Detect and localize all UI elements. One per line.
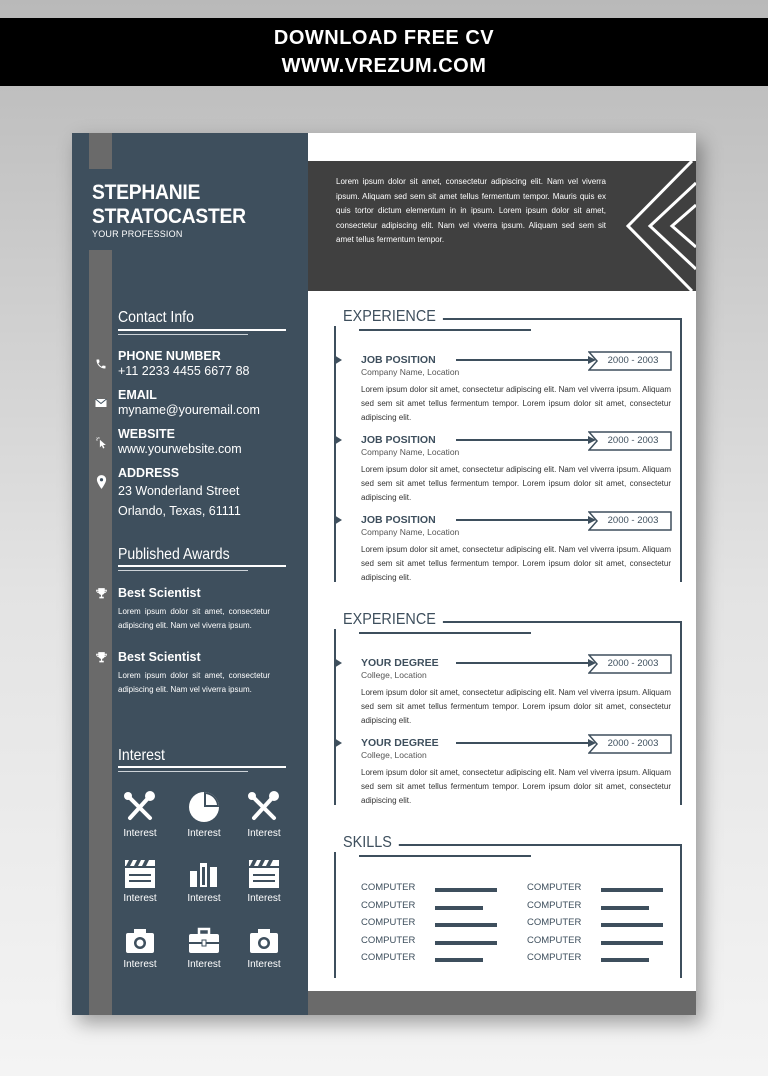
awards-underline-thin [118, 570, 248, 571]
education-heading: EXPERIENCE [334, 611, 443, 629]
timeline-arrow [456, 742, 590, 744]
award-text-2: Lorem ipsum dolor sit amet, consectetur adipiscing elit. Nam vel viverra ipsum. [118, 671, 270, 694]
skill-level-bar [601, 958, 649, 962]
entry-marker-icon [334, 435, 342, 445]
briefcase-icon [187, 927, 221, 955]
camera-icon [124, 927, 156, 955]
sidebar [72, 133, 308, 1015]
resume-page [72, 133, 696, 1015]
timeline-arrow [456, 519, 590, 521]
college-location: College, Location [361, 750, 427, 760]
banner-line-1: DOWNLOAD FREE CV [273, 27, 495, 49]
skill-name: COMPUTER [361, 934, 416, 946]
date-range: 2000 - 2003 [607, 738, 659, 749]
date-range: 2000 - 2003 [607, 355, 659, 366]
skill-name: COMPUTER [361, 882, 416, 893]
location-pin-icon [94, 475, 108, 492]
entry-marker-icon [334, 738, 342, 748]
clapperboard-icon [247, 857, 281, 889]
phone-label: PHONE NUMBER [118, 349, 221, 363]
interest-label: Interest [187, 959, 221, 970]
skill-level-bar [435, 906, 483, 910]
cursor-click-icon [94, 436, 108, 452]
skill-name: COMPUTER [361, 952, 416, 963]
skill-name: COMPUTER [361, 917, 416, 928]
timeline-arrow [456, 359, 590, 361]
interest-label: Interest [247, 893, 281, 904]
skills-section [334, 834, 682, 978]
interest-label: Interest [247, 959, 281, 970]
job-position: JOB POSITION [361, 434, 436, 446]
summary-text: Lorem ipsum dolor sit amet, consectetur adipiscing elit. Nam vel viverra ipsum. Aliquam sed sem sit amet tellus fermentum tempor. Mauris quis ex quis tortor dictum elementum in in ipsum. Lorem ipsum dolor sit amet, consectetur adipiscing elit. Nam vel viverra ipsum. Aliquam sed sem sit amet tellus fermentum tempor. [336, 177, 606, 244]
interest-heading: Interest [118, 747, 165, 764]
contact-heading: Contact Info [118, 309, 194, 326]
interest-label: Interest [123, 828, 157, 839]
date-range: 2000 - 2003 [607, 435, 659, 446]
interest-item-3 [234, 790, 294, 839]
interest-label: Interest [187, 828, 221, 839]
skill-level-bar [601, 923, 663, 927]
timeline-arrow [456, 439, 590, 441]
phone-block [118, 349, 250, 379]
last-name: STRATOCASTER [92, 205, 246, 228]
download-banner [0, 18, 768, 86]
skill-level-bar [435, 923, 497, 927]
interest-label: Interest [123, 959, 157, 970]
experience-heading: EXPERIENCE [334, 308, 443, 326]
job-position: JOB POSITION [361, 354, 436, 366]
skill-name: COMPUTER [527, 899, 582, 911]
date-range: 2000 - 2003 [607, 658, 659, 669]
interest-item-9 [234, 927, 294, 970]
awards-heading: Published Awards [118, 546, 230, 563]
job-description: Lorem ipsum dolor sit amet, consectetur adipiscing elit. Nam vel viverra ipsum. Aliquam sed sem sit amet tellus fermentum tempor. Lorem ipsum dolor sit amet, consectetur adipiscing elit. [361, 545, 671, 582]
award-title-2: Best Scientist [118, 650, 201, 664]
degree-description: Lorem ipsum dolor sit amet, consectetur adipiscing elit. Nam vel viverra ipsum. Aliquam sed sem sit amet tellus fermentum tempor. Lorem ipsum dolor sit amet, consectetur adipiscing elit. [361, 688, 671, 725]
website-block [118, 427, 242, 457]
skill-name: COMPUTER [527, 934, 582, 946]
interest-item-6 [234, 857, 294, 904]
pie-chart-icon [186, 790, 222, 824]
job-description: Lorem ipsum dolor sit amet, consectetur adipiscing elit. Nam vel viverra ipsum. Aliquam sed sem sit amet tellus fermentum tempor. Lorem ipsum dolor sit amet, consectetur adipiscing elit. [361, 385, 671, 422]
tools-icon [246, 790, 282, 824]
address-line-1: 23 Wonderland Street [118, 484, 240, 498]
phone-value[interactable]: +11 2233 4455 6677 88 [118, 364, 250, 378]
interest-underline-thin [118, 771, 248, 772]
interest-label: Interest [247, 828, 281, 839]
interest-item-7 [110, 927, 170, 970]
interest-item-2 [174, 790, 234, 839]
bar-chart-icon [187, 857, 221, 889]
skills-title-underline [359, 855, 531, 857]
profession: YOUR PROFESSION [92, 229, 183, 239]
website-label: WEBSITE [118, 427, 175, 441]
interest-item-4 [110, 857, 170, 904]
camera-icon [248, 927, 280, 955]
clapperboard-icon [123, 857, 157, 889]
job-position: JOB POSITION [361, 514, 436, 526]
job-description: Lorem ipsum dolor sit amet, consectetur adipiscing elit. Nam vel viverra ipsum. Aliquam sed sem sit amet tellus fermentum tempor. Lorem ipsum dolor sit amet, consectetur adipiscing elit. [361, 465, 671, 502]
trophy-icon [94, 651, 108, 667]
award-title-1: Best Scientist [118, 586, 201, 600]
sidebar-accent-top [89, 133, 112, 169]
awards-underline [118, 565, 286, 567]
education-section [334, 611, 682, 805]
full-name [92, 181, 246, 229]
award-text-1: Lorem ipsum dolor sit amet, consectetur adipiscing elit. Nam vel viverra ipsum. [118, 607, 270, 630]
address-line-2: Orlando, Texas, 61111 [118, 504, 241, 518]
date-range: 2000 - 2003 [607, 515, 659, 526]
interest-label: Interest [123, 893, 157, 904]
skill-level-bar [601, 888, 663, 892]
skill-level-bar [435, 958, 483, 962]
experience-section [334, 308, 682, 582]
skill-level-bar [435, 941, 497, 945]
skill-name: COMPUTER [527, 917, 582, 928]
bottom-accent-bar [308, 991, 696, 1015]
email-icon [94, 398, 108, 411]
email-block [118, 388, 260, 418]
company-location: Company Name, Location [361, 367, 460, 377]
interest-label: Interest [187, 893, 221, 904]
skill-name: COMPUTER [527, 952, 582, 963]
degree: YOUR DEGREE [361, 737, 439, 749]
interest-item-8 [174, 927, 234, 970]
address-block [118, 466, 241, 521]
email-value[interactable]: myname@youremail.com [118, 403, 260, 417]
company-location: Company Name, Location [361, 447, 460, 457]
skill-level-bar [601, 906, 649, 910]
skill-name: COMPUTER [361, 899, 416, 911]
skill-level-bar [435, 888, 497, 892]
skill-name: COMPUTER [527, 882, 582, 893]
chevron-decoration-icon [626, 161, 696, 291]
timeline-arrow [456, 662, 590, 664]
interest-item-1 [110, 790, 170, 839]
interest-underline [118, 766, 286, 768]
banner-line-2: WWW.VREZUM.COM [281, 55, 487, 77]
entry-marker-icon [334, 658, 342, 668]
college-location: College, Location [361, 670, 427, 680]
contact-underline-thin [118, 334, 248, 335]
website-value[interactable]: www.yourwebsite.com [118, 442, 242, 456]
company-location: Company Name, Location [361, 527, 460, 537]
phone-icon [94, 358, 108, 373]
address-label: ADDRESS [118, 466, 180, 480]
entry-marker-icon [334, 515, 342, 525]
tools-icon [122, 790, 158, 824]
first-name: STEPHANIE [92, 181, 201, 204]
email-label: EMAIL [118, 388, 157, 402]
degree: YOUR DEGREE [361, 657, 439, 669]
skill-level-bar [601, 941, 663, 945]
entry-marker-icon [334, 355, 342, 365]
experience-title-underline [359, 329, 531, 331]
interest-item-5 [174, 857, 234, 904]
trophy-icon [94, 587, 108, 603]
education-title-underline [359, 632, 531, 634]
skills-heading: SKILLS [334, 834, 399, 852]
degree-description: Lorem ipsum dolor sit amet, consectetur adipiscing elit. Nam vel viverra ipsum. Aliquam sed sem sit amet tellus fermentum tempor. Lorem ipsum dolor sit amet, consectetur adipiscing elit. [361, 768, 671, 805]
summary-panel [308, 161, 696, 291]
contact-underline [118, 329, 286, 331]
